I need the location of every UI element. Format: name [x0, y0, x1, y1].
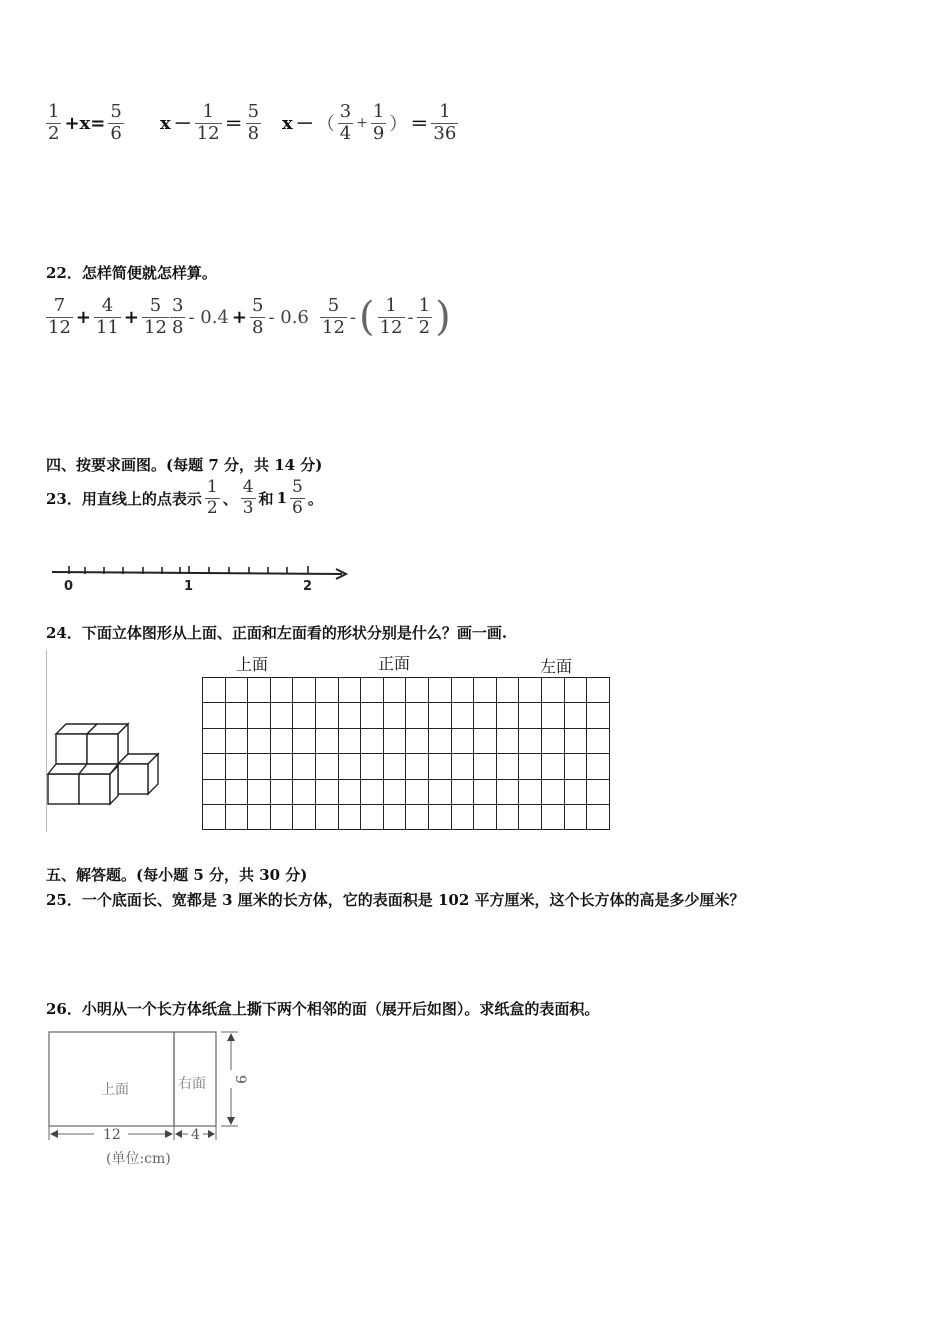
number-line	[46, 560, 356, 596]
fraction: $\frac{3}{4}$	[339, 101, 352, 144]
grid-cell[interactable]	[293, 804, 316, 829]
fraction: $\frac{5}{8}$	[247, 101, 260, 144]
grid-cell[interactable]	[564, 678, 587, 703]
label-top-view: 上面	[236, 655, 269, 674]
grid-cell[interactable]	[496, 804, 519, 829]
grid-cell[interactable]	[587, 804, 610, 829]
grid-cell[interactable]	[406, 728, 429, 753]
dimension-9: 9	[232, 1075, 248, 1084]
grid-cell[interactable]	[428, 804, 451, 829]
question-26: 26．小明从一个长方体纸盒上撕下两个相邻的面（展开后如图）。求纸盒的表面积。	[46, 1000, 600, 1018]
grid-cell[interactable]	[383, 703, 406, 728]
grid-cell[interactable]	[428, 728, 451, 753]
grid-cell[interactable]	[270, 678, 293, 703]
cube-figure	[46, 722, 164, 808]
grid-cell[interactable]	[383, 754, 406, 779]
grid-cell[interactable]	[248, 804, 271, 829]
grid-cell[interactable]	[203, 703, 226, 728]
fraction: $\frac{5}{6}$	[110, 101, 122, 144]
grid-row	[203, 703, 610, 728]
unit-label: (单位:cm)	[106, 1151, 171, 1167]
grid-cell[interactable]	[428, 779, 451, 804]
fraction: $\frac{1}{2}$	[48, 101, 60, 144]
fraction: $\frac{1}{36}$	[433, 101, 457, 144]
grid-cell[interactable]	[541, 754, 564, 779]
grid-cell[interactable]	[203, 804, 226, 829]
grid-cell[interactable]	[248, 754, 271, 779]
axis-label-0: 0	[64, 579, 74, 594]
grid-cell[interactable]	[474, 804, 497, 829]
grid-cell[interactable]	[451, 754, 474, 779]
grid-cell[interactable]	[406, 678, 429, 703]
net-figure	[46, 1028, 246, 1173]
drawing-grid[interactable]	[202, 677, 610, 830]
grid-cell[interactable]	[564, 779, 587, 804]
grid-cell[interactable]	[203, 779, 226, 804]
grid-cell[interactable]	[361, 779, 384, 804]
grid-cell[interactable]	[451, 804, 474, 829]
grid-cell[interactable]	[406, 804, 429, 829]
grid-row	[203, 754, 610, 779]
grid-cell[interactable]	[315, 703, 338, 728]
equation-3: x － （ $\frac{3}{4}$ + $\frac{1}{9}$ ） ＝ $\frac{1}{36}$	[282, 101, 457, 144]
grid-cell[interactable]	[587, 779, 610, 804]
equation-1	[46, 102, 124, 144]
grid-row	[203, 728, 610, 753]
grid-cell[interactable]	[541, 804, 564, 829]
grid-cell[interactable]	[564, 703, 587, 728]
grid-cell[interactable]	[564, 754, 587, 779]
question-22-title: 22．怎样简便就怎样算。	[46, 264, 217, 282]
label-front-view: 正面	[378, 654, 411, 673]
grid-cell[interactable]	[587, 678, 610, 703]
grid-cell[interactable]	[519, 754, 542, 779]
expression-22-2: $\frac{3}{8}$ - 0.4 + $\frac{5}{8}$ - 0.6	[172, 295, 309, 338]
fraction: $\frac{1}{12}$	[196, 101, 220, 144]
grid-cell[interactable]	[474, 754, 497, 779]
grid-cell[interactable]	[293, 754, 316, 779]
grid-cell[interactable]	[474, 678, 497, 703]
grid-cell[interactable]	[451, 728, 474, 753]
grid-cell[interactable]	[338, 703, 361, 728]
question-25: 25．一个底面长、宽都是 3 厘米的长方体，它的表面积是 102 平方厘米，这个长方体的高是多少厘米？	[46, 891, 745, 909]
grid-row	[203, 804, 610, 829]
grid-cell[interactable]	[406, 779, 429, 804]
question-23: 23．用直线上的点表示 $\frac{1}{2}$ 、 $\frac{4}{3}$ 和 1 $\frac{5}{6}$ 。	[46, 477, 323, 518]
grid-cell[interactable]	[225, 678, 248, 703]
equation-text: +x=	[64, 112, 106, 134]
grid-cell[interactable]	[361, 754, 384, 779]
dimension-12: 12	[103, 1127, 121, 1143]
section-4-title: 四、按要求画图。(每题 7 分，共 14 分)	[46, 456, 323, 474]
grid-cell[interactable]	[587, 754, 610, 779]
section-5-title: 五、解答题。(每小题 5 分，共 30 分)	[46, 866, 308, 884]
grid-cell[interactable]	[474, 728, 497, 753]
axis-label-2: 2	[303, 579, 313, 594]
grid-cell[interactable]	[541, 678, 564, 703]
grid-cell[interactable]	[519, 703, 542, 728]
axis-label-1: 1	[184, 579, 194, 594]
grid-cell[interactable]	[564, 804, 587, 829]
grid-cell[interactable]	[315, 804, 338, 829]
grid-cell[interactable]	[519, 678, 542, 703]
grid-cell[interactable]	[519, 804, 542, 829]
grid-cell[interactable]	[203, 754, 226, 779]
grid-cell[interactable]	[315, 779, 338, 804]
grid-cell[interactable]	[248, 779, 271, 804]
dimension-4: 4	[191, 1127, 200, 1143]
grid-cell[interactable]	[225, 703, 248, 728]
grid-cell[interactable]	[496, 728, 519, 753]
grid-cell[interactable]	[293, 728, 316, 753]
grid-cell[interactable]	[270, 754, 293, 779]
grid-cell[interactable]	[361, 804, 384, 829]
fraction: $\frac{1}{9}$	[372, 101, 385, 144]
grid-cell[interactable]	[203, 728, 226, 753]
grid-cell[interactable]	[270, 804, 293, 829]
grid-cell[interactable]	[496, 779, 519, 804]
grid-cell[interactable]	[451, 678, 474, 703]
grid-cell[interactable]	[248, 728, 271, 753]
question-24-title: 24．下面立体图形从上面、正面和左面看的形状分别是什么？画一画.	[46, 624, 508, 642]
grid-cell[interactable]	[428, 754, 451, 779]
equation-2: x － $\frac{1}{12}$ ＝ $\frac{5}{8}$	[160, 101, 260, 144]
grid-cell[interactable]	[428, 703, 451, 728]
grid-cell[interactable]	[564, 728, 587, 753]
grid-cell[interactable]	[338, 728, 361, 753]
label-left-view: 左面	[540, 657, 573, 676]
grid-cell[interactable]	[383, 678, 406, 703]
grid-cell[interactable]	[383, 728, 406, 753]
label-top-face: 上面	[101, 1082, 129, 1098]
grid-cell[interactable]	[248, 703, 271, 728]
grid-cell[interactable]	[496, 754, 519, 779]
grid-cell[interactable]	[225, 779, 248, 804]
grid-cell[interactable]	[587, 728, 610, 753]
grid-cell[interactable]	[383, 804, 406, 829]
grid-cell[interactable]	[361, 728, 384, 753]
grid-row	[203, 678, 610, 703]
grid-cell[interactable]	[541, 779, 564, 804]
grid-cell[interactable]	[338, 754, 361, 779]
grid-cell[interactable]	[406, 754, 429, 779]
grid-cell[interactable]	[587, 703, 610, 728]
grid-cell[interactable]	[519, 779, 542, 804]
grid-cell[interactable]	[451, 779, 474, 804]
grid-cell[interactable]	[519, 728, 542, 753]
grid-cell[interactable]	[225, 754, 248, 779]
grid-cell[interactable]	[338, 678, 361, 703]
grid-cell[interactable]	[428, 678, 451, 703]
grid-cell[interactable]	[225, 728, 248, 753]
grid-cell[interactable]	[248, 678, 271, 703]
grid-cell[interactable]	[383, 779, 406, 804]
grid-cell[interactable]	[270, 703, 293, 728]
grid-cell[interactable]	[315, 678, 338, 703]
grid-cell[interactable]	[451, 703, 474, 728]
expression-22-1: $\frac{7}{12}$ + $\frac{4}{11}$ + $\frac{5}{12}$	[48, 295, 167, 338]
grid-cell[interactable]	[293, 678, 316, 703]
grid-cell[interactable]	[315, 754, 338, 779]
grid-cell[interactable]	[270, 728, 293, 753]
grid-cell[interactable]	[474, 703, 497, 728]
expression-22-3: $\frac{5}{12}$ - ( $\frac{1}{12}$ - $\frac{1}{2}$ )	[322, 294, 451, 341]
grid-row	[203, 779, 610, 804]
grid-cell[interactable]	[293, 703, 316, 728]
grid-cell[interactable]	[496, 678, 519, 703]
grid-cell[interactable]	[406, 703, 429, 728]
grid-cell[interactable]	[270, 779, 293, 804]
grid-cell[interactable]	[496, 703, 519, 728]
grid-cell[interactable]	[338, 779, 361, 804]
grid-cell[interactable]	[338, 804, 361, 829]
grid-cell[interactable]	[541, 728, 564, 753]
grid-cell[interactable]	[361, 703, 384, 728]
grid-cell[interactable]	[541, 703, 564, 728]
grid-cell[interactable]	[315, 728, 338, 753]
label-right-face: 右面	[178, 1076, 206, 1092]
grid-cell[interactable]	[361, 678, 384, 703]
grid-cell[interactable]	[203, 678, 226, 703]
grid-cell[interactable]	[293, 779, 316, 804]
grid-cell[interactable]	[225, 804, 248, 829]
grid-cell[interactable]	[474, 779, 497, 804]
